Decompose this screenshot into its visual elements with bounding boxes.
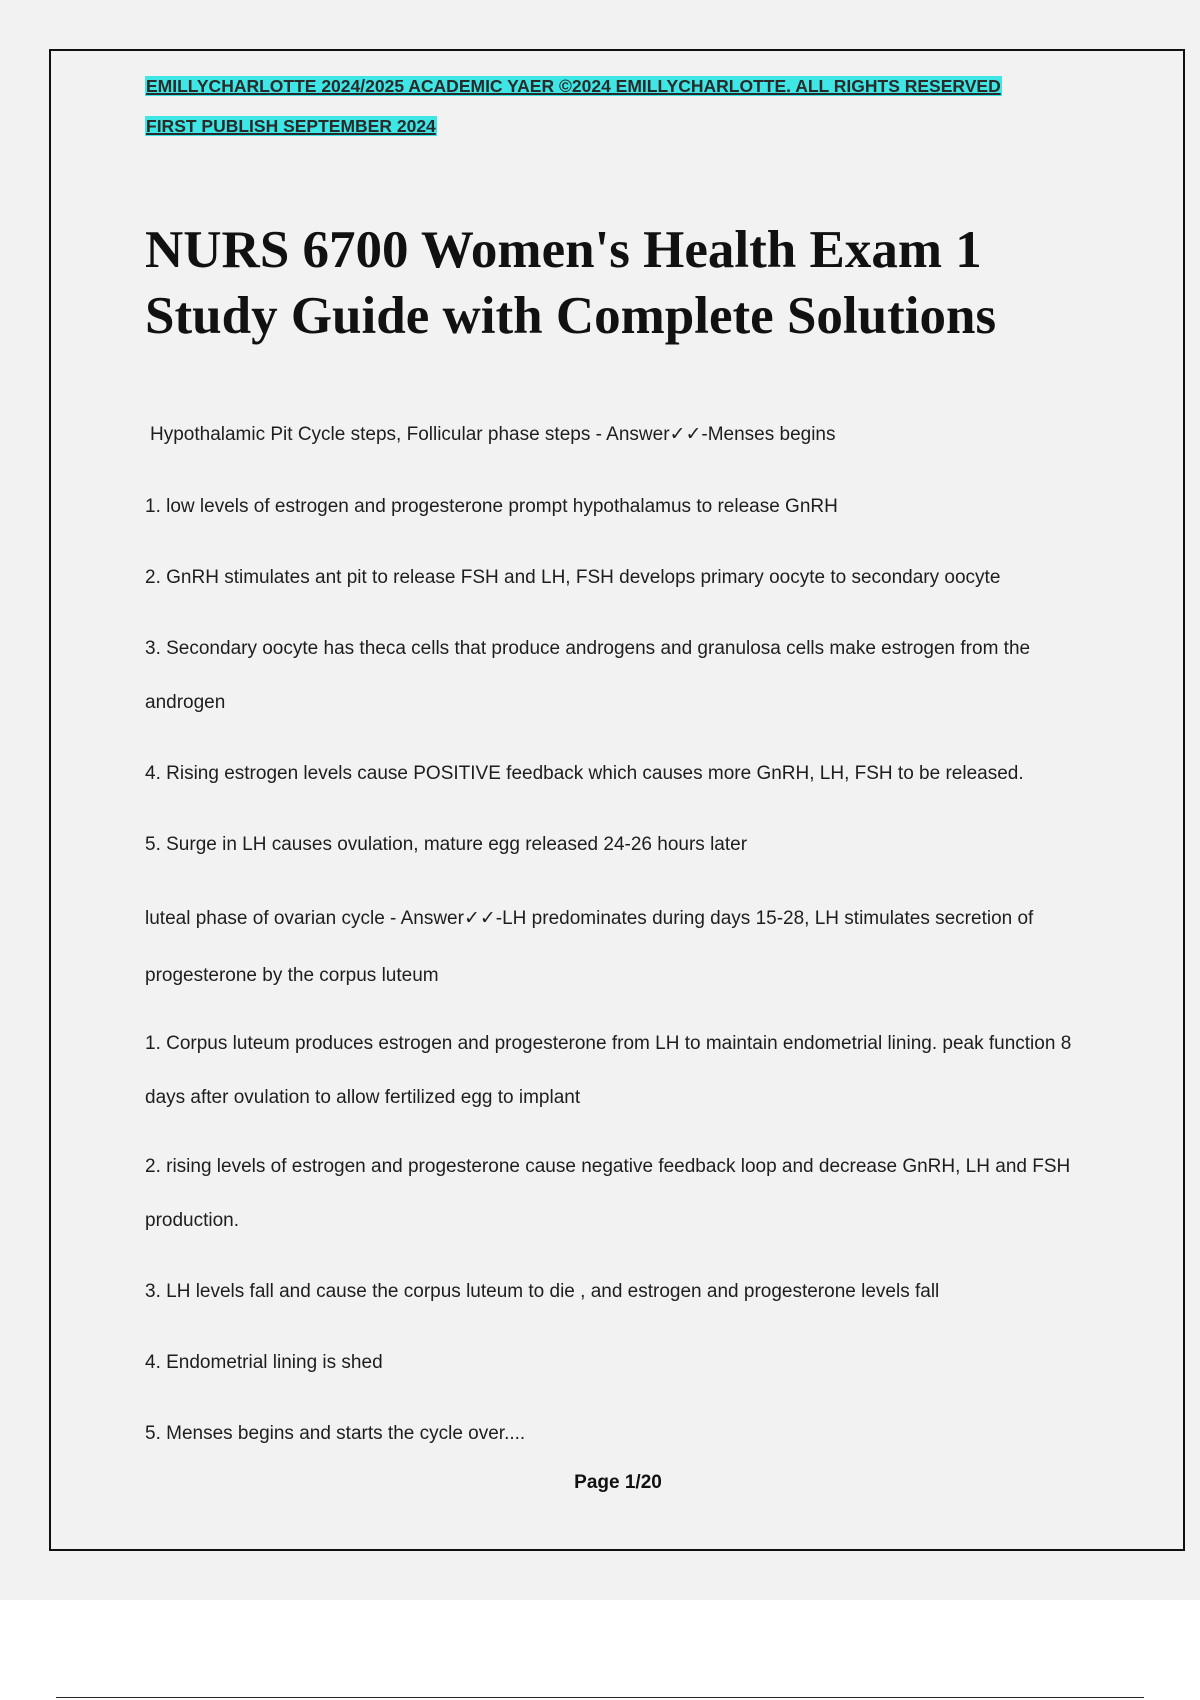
- step-paragraph: 3. LH levels fall and cause the corpus luteum to die , and estrogen and progesterone levels fall: [145, 1281, 940, 1302]
- step-paragraph: 4. Endometrial lining is shed: [145, 1352, 383, 1373]
- step-paragraph: 2. GnRH stimulates ant pit to release FSH and LH, FSH develops primary oocyte to secondary oocyte: [145, 567, 1001, 588]
- copyright-header-text: EMILLYCHARLOTTE 2024/2025 ACADEMIC YAER ©2024 EMILLYCHARLOTTE. ALL RIGHTS RESERVED: [146, 76, 1001, 96]
- document-title: NURS 6700 Women's Health Exam 1 Study Guide with Complete Solutions: [145, 221, 997, 345]
- step-paragraph: 1. low levels of estrogen and progesterone prompt hypothalamus to release GnRH: [145, 496, 838, 517]
- step-paragraph: 5. Surge in LH causes ovulation, mature egg released 24-26 hours later: [145, 834, 748, 855]
- page-number: Page 1/20: [574, 1472, 662, 1493]
- question-follicular-phase: Hypothalamic Pit Cycle steps, Follicular phase steps - Answer✓✓-Menses begins: [150, 424, 836, 445]
- step-paragraph: 3. Secondary oocyte has theca cells that produce androgens and granulosa cells make estrogen from the androgen: [145, 638, 1031, 713]
- copyright-header: [145, 74, 1002, 98]
- next-page-area: [0, 1600, 1200, 1700]
- step-paragraph: 5. Menses begins and starts the cycle over....: [145, 1423, 526, 1444]
- publish-date-text: FIRST PUBLISH SEPTEMBER 2024: [146, 116, 436, 136]
- step-paragraph: 2. rising levels of estrogen and progesterone cause negative feedback loop and decrease GnRH, LH and FSH production.: [145, 1156, 1071, 1231]
- question-luteal-phase: luteal phase of ovarian cycle - Answer✓✓-LH predominates during days 15-28, LH stimulates secretion of progesterone by the corpus luteum: [145, 908, 1034, 986]
- step-paragraph: 4. Rising estrogen levels cause POSITIVE feedback which causes more GnRH, LH, FSH to be released.: [145, 763, 1024, 784]
- divider: [56, 1697, 1144, 1698]
- publish-date-header: [145, 114, 437, 138]
- step-paragraph: 1. Corpus luteum produces estrogen and progesterone from LH to maintain endometrial lining. peak function 8 days after ovulation to allow fertilized egg to implant: [145, 1033, 1072, 1108]
